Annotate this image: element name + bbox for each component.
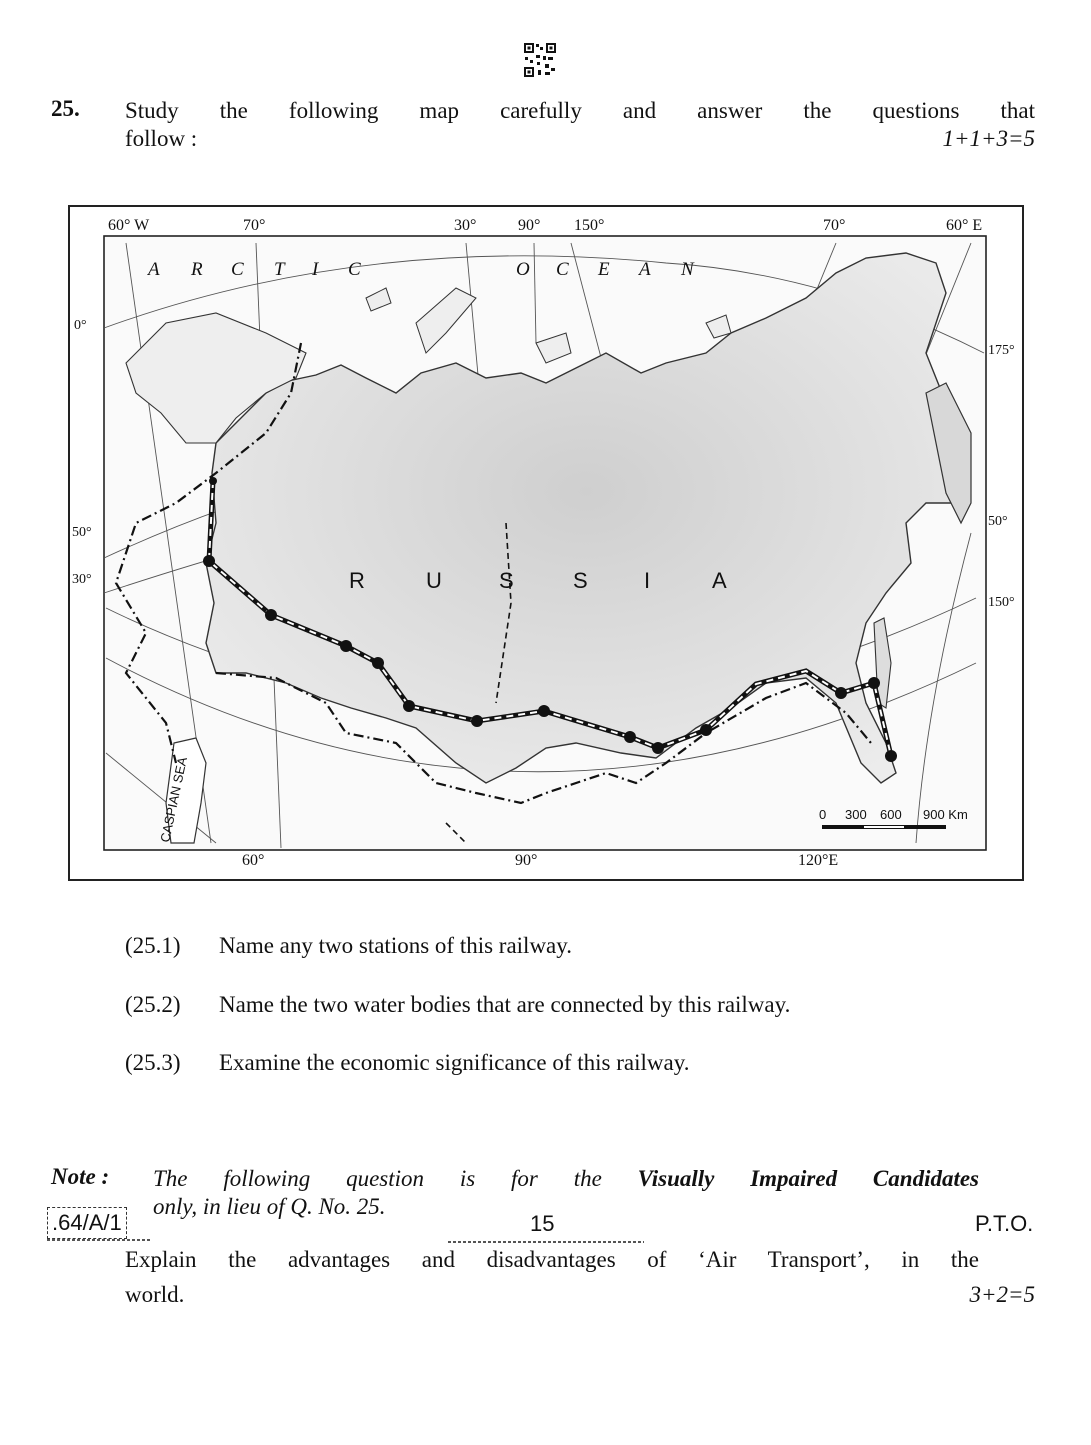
- subquestion-number: (25.2): [125, 992, 181, 1017]
- railway-station-dot: [340, 640, 352, 652]
- top-label: 60° W: [108, 217, 150, 234]
- railway-station-dot: [624, 731, 636, 743]
- ocean-letter: A: [639, 259, 652, 280]
- right-label: 175°: [988, 343, 1015, 358]
- note-line2: only, in lieu of Q. No. 25.: [153, 1194, 386, 1219]
- top-label: 70°: [243, 217, 266, 234]
- ocean-letter: E: [598, 259, 611, 280]
- pto-label: P.T.O.: [975, 1211, 1034, 1236]
- scale-label: 900 Km: [923, 807, 968, 822]
- bottom-label: 120°E: [798, 852, 839, 869]
- ocean-letter: R: [191, 259, 204, 280]
- ocean-letter: A: [148, 259, 161, 280]
- question-number: 25.: [51, 96, 80, 121]
- ocean-letter: C: [556, 259, 570, 280]
- qr-code: [523, 42, 557, 78]
- footer-stripe-center: [448, 1241, 644, 1243]
- vi-question-line2: world.: [125, 1282, 185, 1307]
- bottom-label: 90°: [515, 852, 538, 869]
- top-label: 90°: [518, 217, 541, 234]
- subquestion-text: Examine the economic significance of this railway.: [219, 1050, 690, 1075]
- question-text-line1: Study the following map carefully and answer the questions that: [125, 98, 1035, 123]
- railway-station-dot: [652, 742, 664, 754]
- scale-label: 300: [845, 807, 867, 822]
- country-letter: U: [426, 568, 442, 593]
- scale-label: 600: [880, 807, 902, 822]
- country-letter: S: [573, 568, 588, 593]
- country-letter: S: [499, 568, 514, 593]
- railway-station-dot: [403, 700, 415, 712]
- left-label: 0°: [74, 318, 87, 333]
- ocean-letter: N: [681, 259, 695, 280]
- ocean-letter: T: [274, 259, 286, 280]
- question-marks: 1+1+3=5: [942, 126, 1035, 151]
- ocean-letter: I: [312, 259, 320, 280]
- railway-station-dot: [209, 477, 217, 485]
- subquestion-25-2: [125, 992, 790, 1018]
- subquestion-text: Name the two water bodies that are connected by this railway.: [219, 992, 791, 1017]
- railway-station-dot: [538, 705, 550, 717]
- caspian-sea-label: CASPIAN SEA: [157, 755, 190, 844]
- country-letter: A: [712, 568, 727, 593]
- subquestion-number: (25.1): [125, 933, 181, 958]
- left-label: 30°: [72, 572, 92, 587]
- top-label: 60° E: [946, 217, 983, 234]
- railway-station-dot: [885, 750, 897, 762]
- railway-station-dot: [203, 555, 215, 567]
- top-label: 30°: [454, 217, 477, 234]
- paper-code: .64/A/1: [47, 1207, 127, 1239]
- note-text-pre: The following question is for the: [153, 1166, 638, 1191]
- left-label: 50°: [72, 525, 92, 540]
- ocean-letter: C: [231, 259, 245, 280]
- ocean-letter: C: [348, 259, 362, 280]
- note-line1: [153, 1164, 979, 1194]
- top-label: 150°: [574, 217, 605, 234]
- railway-station-dot: [471, 715, 483, 727]
- ocean-letter: O: [516, 259, 531, 280]
- subquestion-25-3: [125, 1050, 689, 1076]
- note-text-bold: Visually Impaired Candidates: [637, 1166, 980, 1191]
- page-number: 15: [530, 1211, 555, 1236]
- subquestion-number: (25.3): [125, 1050, 181, 1075]
- footer-stripe-left: [47, 1239, 150, 1241]
- railway-station-dot: [372, 657, 384, 669]
- country-letter: R: [349, 568, 365, 593]
- subquestion-text: Name any two stations of this railway.: [219, 933, 573, 958]
- top-label: 70°: [823, 217, 846, 234]
- vi-question-marks: 3+2=5: [969, 1282, 1035, 1307]
- question-text-line2: follow :: [125, 126, 198, 151]
- subquestion-25-1: [125, 933, 572, 959]
- railway-station-dot: [265, 609, 277, 621]
- vi-question-line1: Explain the advantages and disadvantages of ‘Air Transport’, in the: [125, 1247, 979, 1272]
- note-label: Note :: [51, 1164, 110, 1189]
- railway-station-dot: [835, 687, 847, 699]
- railway-station-dot: [868, 677, 880, 689]
- railway-station-dot: [700, 724, 712, 736]
- russia-railway-map: [66, 203, 1026, 883]
- right-label: 50°: [988, 514, 1008, 529]
- right-label: 150°: [988, 595, 1015, 610]
- country-letter: I: [644, 568, 651, 593]
- bottom-label: 60°: [242, 852, 265, 869]
- scale-label: 0: [819, 807, 827, 822]
